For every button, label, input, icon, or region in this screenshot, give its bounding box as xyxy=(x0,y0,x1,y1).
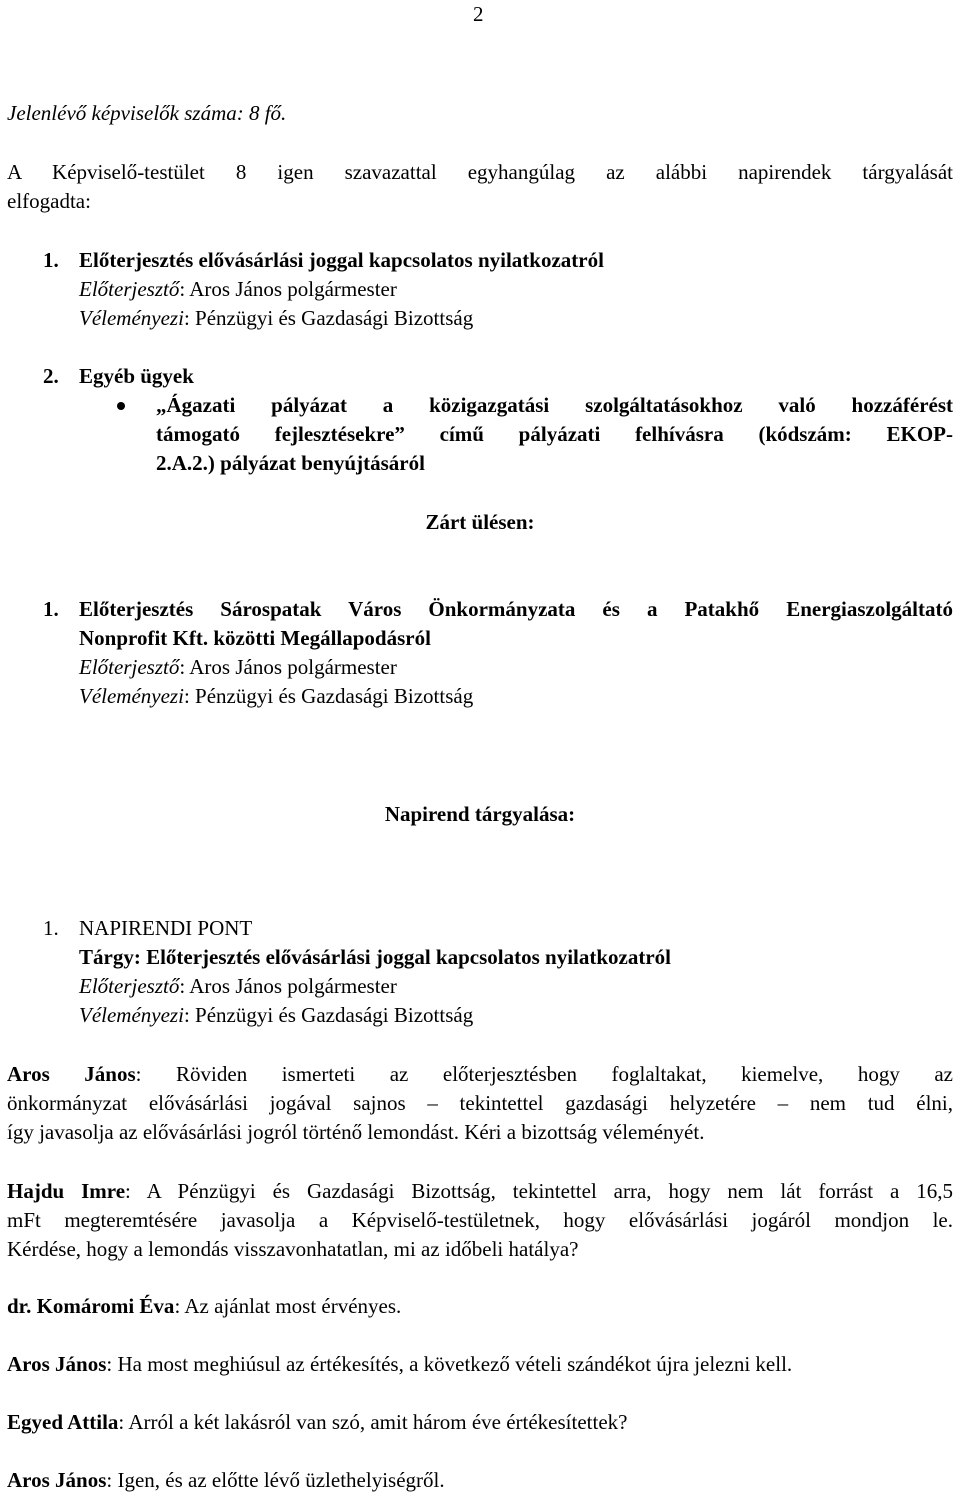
agenda-item-1-presenter: Előterjesztő: Aros János polgármester xyxy=(79,277,397,301)
minutes-entry-3: dr. Komáromi Éva: Az ajánlat most érvényes. xyxy=(7,1294,402,1318)
agenda-item-2-bullet-line-3: 2.A.2.) pályázat benyújtásáról xyxy=(156,451,425,475)
bullet-icon xyxy=(117,402,125,410)
point-subject: Tárgy: Előterjesztés elővásárlási joggal kapcsolatos nyilatkozatról xyxy=(79,945,671,969)
minutes-entry-2-line-3: Kérdése, hogy a lemondás visszavonhatatlan, mi az időbeli hatálya? xyxy=(7,1237,579,1261)
minutes-entry-5: Egyed Attila: Arról a két lakásról van szó, amit három éve értékesítettek? xyxy=(7,1410,628,1434)
minutes-entry-4: Aros János: Ha most meghiúsul az értékesítés, a következő vételi szándékot újra jelezni kell. xyxy=(7,1352,793,1376)
agenda-item-1-reviewer: Véleményezi: Pénzügyi és Gazdasági Bizottság xyxy=(79,306,474,330)
minutes-entry-1-line-1: Aros János: Röviden ismerteti az előterjesztésben foglaltakat, kiemelve, hogy az xyxy=(7,1062,953,1086)
discussion-heading: Napirend tárgyalása: xyxy=(384,802,576,826)
closed-session-item-title-2: Nonprofit Kft. közötti Megállapodásról xyxy=(79,626,431,650)
agenda-item-2-bullet-line-1: „Ágazati pályázat a közigazgatási szolgáltatásokhoz való hozzáférést xyxy=(156,393,953,417)
closed-session-presenter: Előterjesztő: Aros János polgármester xyxy=(79,655,397,679)
closed-session-reviewer: Véleményezi: Pénzügyi és Gazdasági Bizottság xyxy=(79,684,474,708)
approval-line-2: elfogadta: xyxy=(7,189,91,213)
point-presenter: Előterjesztő: Aros János polgármester xyxy=(79,974,397,998)
minutes-entry-2-line-2: mFt megteremtésére javasolja a Képviselő-testületnek, hogy elővásárlási jogáról mondjon le. xyxy=(7,1208,953,1232)
point-title: NAPIRENDI PONT xyxy=(79,916,253,940)
point-reviewer: Véleményezi: Pénzügyi és Gazdasági Bizottság xyxy=(79,1003,474,1027)
minutes-entry-1-line-3: így javasolja az elővásárlási jogról történő lemondást. Kéri a bizottság véleményét. xyxy=(7,1120,705,1144)
page-number: 2 xyxy=(473,2,484,26)
attendance-line: Jelenlévő képviselők száma: 8 fő. xyxy=(7,101,287,125)
closed-session-item-title-1: Előterjesztés Sárospatak Város Önkormányzata és a Patakhő Energiaszolgáltató xyxy=(79,597,953,621)
agenda-item-1-title: Előterjesztés elővásárlási joggal kapcsolatos nyilatkozatról xyxy=(79,248,604,272)
agenda-item-2-title: Egyéb ügyek xyxy=(79,364,194,388)
closed-session-item-number: 1. xyxy=(43,597,59,621)
agenda-item-1-number: 1. xyxy=(43,248,59,272)
approval-line-1: A Képviselő-testület 8 igen szavazattal egyhangúlag az alábbi napirendek tárgyalását xyxy=(7,160,953,184)
minutes-entry-2-line-1: Hajdu Imre: A Pénzügyi és Gazdasági Bizottság, tekintettel arra, hogy nem lát forrást a 16,5 xyxy=(7,1179,953,1203)
minutes-entry-6: Aros János: Igen, és az előtte lévő üzlethelyiségről. xyxy=(7,1468,445,1492)
point-number: 1. xyxy=(43,916,59,940)
agenda-item-2-bullet-line-2: támogató fejlesztésekre” című pályázati felhívásra (kódszám: EKOP- xyxy=(156,422,953,446)
closed-session-heading: Zárt ülésen: xyxy=(425,510,535,534)
agenda-item-2-number: 2. xyxy=(43,364,59,388)
minutes-entry-1-line-2: önkormányzat elővásárlási jogával sajnos – tekintettel gazdasági helyzetére – nem tud élni, xyxy=(7,1091,953,1115)
